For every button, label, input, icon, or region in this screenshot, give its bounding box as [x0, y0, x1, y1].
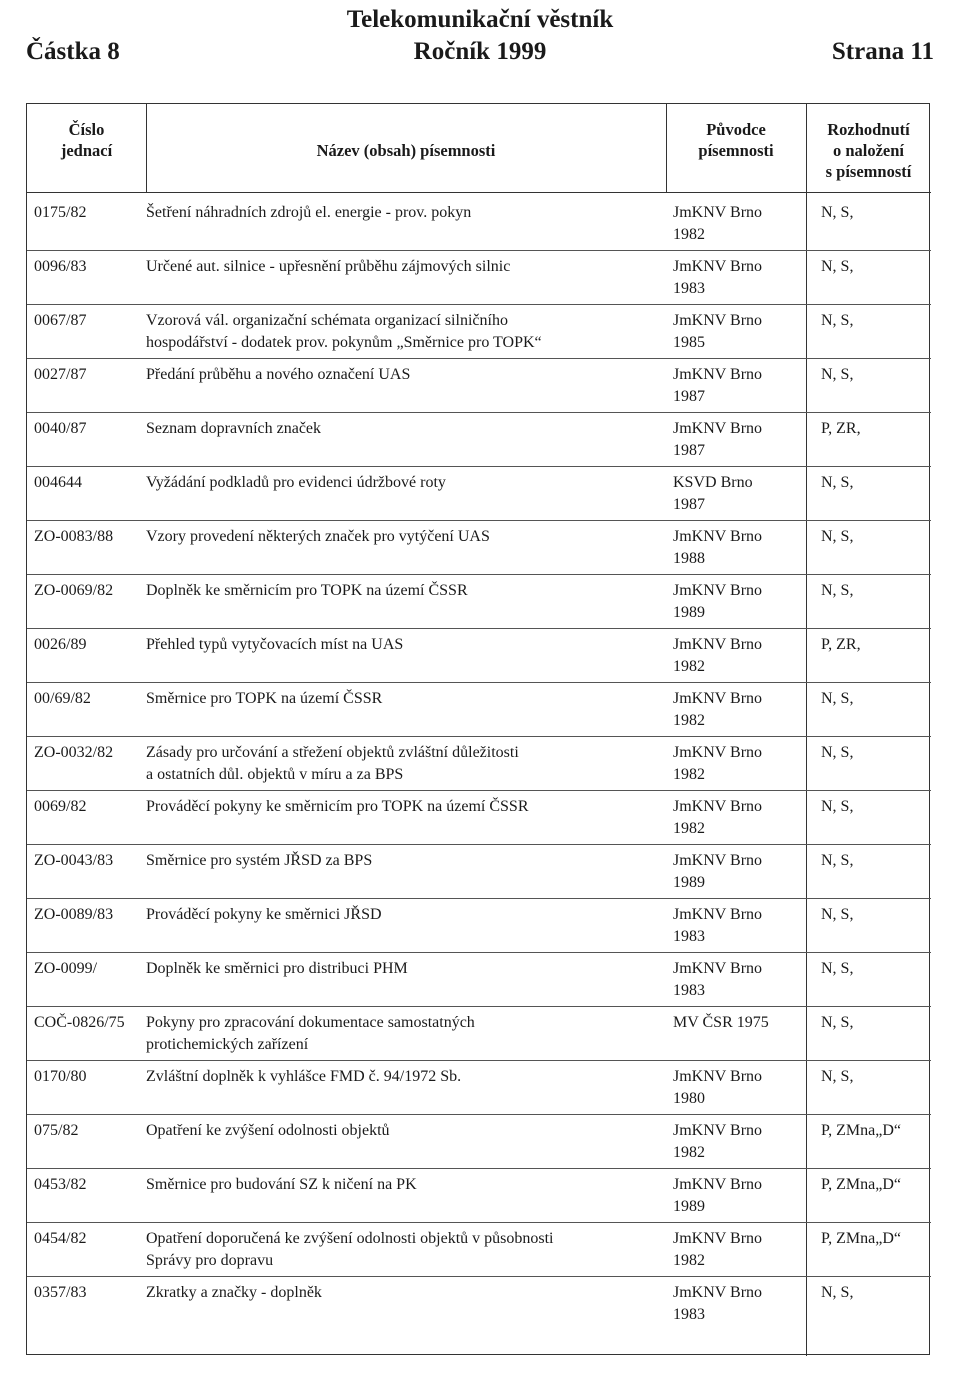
record-originator: [673, 418, 788, 462]
record-decision: N, S,: [821, 366, 854, 383]
originator-name: JmKNV Brno: [673, 366, 763, 383]
row-divider: [27, 520, 931, 521]
record-originator: [673, 634, 788, 678]
table-row: [27, 742, 931, 796]
record-decision: N, S,: [821, 798, 854, 815]
row-divider: [27, 1168, 931, 1169]
originator-name: JmKNV Brno: [673, 1230, 763, 1247]
record-decision: N, S,: [821, 1068, 854, 1085]
column-divider: [146, 104, 147, 193]
record-title-line: Správy pro dopravu: [146, 1252, 274, 1269]
table-row: [27, 310, 931, 364]
record-originator: [673, 1228, 788, 1272]
record-title: [146, 1228, 666, 1272]
row-divider: [27, 736, 931, 737]
record-title-line: Zkratky a značky - doplněk: [146, 1284, 322, 1301]
column-header-originator: Původce písemnosti: [666, 104, 806, 193]
record-number: 0040/87: [34, 420, 87, 437]
originator-year: 1982: [673, 1252, 705, 1269]
table-row: [27, 1282, 931, 1336]
part-label: Částka 8: [26, 38, 120, 65]
record-title-line: Určené aut. silnice - upřesnění průběhu zájmových silnic: [146, 258, 511, 275]
originator-year: 1983: [673, 280, 705, 297]
row-divider: [27, 304, 931, 305]
record-title: [146, 310, 666, 354]
record-decision: N, S,: [821, 1014, 854, 1031]
column-divider: [666, 104, 667, 193]
record-title-line: Šetření náhradních zdrojů el. energie - prov. pokyn: [146, 204, 472, 221]
table-row: [27, 526, 931, 580]
record-title: [146, 688, 666, 710]
row-divider: [27, 1060, 931, 1061]
record-title-line: protichemických zařízení: [146, 1036, 309, 1053]
record-decision: P, ZMna„D“: [821, 1122, 901, 1139]
record-number: ZO-0083/88: [34, 528, 114, 545]
record-title-line: Doplněk ke směrnici pro distribuci PHM: [146, 960, 408, 977]
record-decision: N, S,: [821, 258, 854, 275]
row-divider: [27, 250, 931, 251]
record-number: 0170/80: [34, 1068, 87, 1085]
table-row: [27, 1066, 931, 1120]
record-decision: P, ZR,: [821, 636, 861, 653]
originator-name: KSVD Brno: [673, 474, 753, 491]
records-table: [26, 103, 930, 1355]
record-title-line: Směrnice pro budování SZ k ničení na PK: [146, 1176, 417, 1193]
originator-name: JmKNV Brno: [673, 258, 763, 275]
originator-year: 1987: [673, 442, 705, 459]
table-row: [27, 1120, 931, 1174]
record-title-line: Vzory provedení některých značek pro vytýčení UAS: [146, 528, 490, 545]
originator-year: 1982: [673, 226, 705, 243]
row-divider: [27, 412, 931, 413]
record-title-line: hospodářství - dodatek prov. pokynům „Směrnice pro TOPK“: [146, 334, 542, 351]
originator-year: 1982: [673, 658, 705, 675]
row-divider: [27, 1222, 931, 1223]
record-number: 0096/83: [34, 258, 87, 275]
record-originator: [673, 310, 788, 354]
record-originator: [673, 256, 788, 300]
record-title-line: Zvláštní doplněk k vyhlášce FMD č. 94/1972 Sb.: [146, 1068, 462, 1085]
page-title: Telekomunikační věstník: [346, 6, 614, 33]
row-divider: [27, 682, 931, 683]
record-title: [146, 364, 666, 386]
originator-name: JmKNV Brno: [673, 636, 763, 653]
record-title: [146, 1012, 666, 1056]
record-number: 00/69/82: [34, 690, 91, 707]
row-divider: [27, 574, 931, 575]
record-decision: N, S,: [821, 528, 854, 545]
record-title-line: Přehled typů vytyčovacích míst na UAS: [146, 636, 404, 653]
record-decision: N, S,: [821, 474, 854, 491]
row-divider: [27, 1114, 931, 1115]
record-originator: [673, 1174, 788, 1218]
record-title-line: Vzorová vál. organizační schémata organizací silničního: [146, 312, 508, 329]
record-originator: [673, 1120, 788, 1164]
record-originator: [673, 580, 788, 624]
originator-name: JmKNV Brno: [673, 420, 763, 437]
record-number: 075/82: [34, 1122, 79, 1139]
originator-year: 1989: [673, 604, 705, 621]
table-row: [27, 418, 931, 472]
originator-name: JmKNV Brno: [673, 204, 763, 221]
record-originator: [673, 688, 788, 732]
originator-year: 1987: [673, 496, 705, 513]
record-originator: [673, 850, 788, 894]
record-originator: [673, 1282, 788, 1326]
record-title: [146, 202, 666, 224]
record-title: [146, 958, 666, 980]
record-title: [146, 742, 666, 786]
column-header-number: Číslo jednací: [27, 104, 146, 193]
table-row: [27, 580, 931, 634]
record-title: [146, 1066, 666, 1088]
record-title-line: Směrnice pro TOPK na území ČSSR: [146, 690, 383, 707]
record-decision: N, S,: [821, 312, 854, 329]
row-divider: [27, 898, 931, 899]
record-title-line: Prováděcí pokyny ke směrnici JŘSD: [146, 906, 382, 923]
record-decision: N, S,: [821, 906, 854, 923]
page-header: [0, 38, 960, 70]
record-number: ZO-0043/83: [34, 852, 114, 869]
record-number: ZO-0069/82: [34, 582, 114, 599]
record-originator: [673, 958, 788, 1002]
table-row: [27, 364, 931, 418]
table-row: [27, 634, 931, 688]
record-number: 0453/82: [34, 1176, 87, 1193]
originator-name: JmKNV Brno: [673, 744, 763, 761]
record-originator: [673, 202, 788, 246]
record-title-line: Seznam dopravních značek: [146, 420, 322, 437]
record-title-line: Doplněk ke směrnicím pro TOPK na území ČSSR: [146, 582, 468, 599]
record-decision: N, S,: [821, 744, 854, 761]
record-originator: [673, 1066, 788, 1110]
record-number: 0069/82: [34, 798, 87, 815]
originator-name: JmKNV Brno: [673, 690, 763, 707]
row-divider: [27, 1276, 931, 1277]
table-row: [27, 688, 931, 742]
record-originator: [673, 364, 788, 408]
table-row: [27, 1228, 931, 1282]
record-number: 004644: [34, 474, 82, 491]
row-divider: [27, 466, 931, 467]
record-title: [146, 526, 666, 548]
record-decision: P, ZR,: [821, 420, 861, 437]
record-title: [146, 580, 666, 602]
originator-name: JmKNV Brno: [673, 906, 763, 923]
originator-year: 1989: [673, 1198, 705, 1215]
record-number: 0067/87: [34, 312, 87, 329]
originator-name: JmKNV Brno: [673, 312, 763, 329]
record-title: [146, 256, 666, 278]
originator-year: 1982: [673, 820, 705, 837]
originator-year: 1983: [673, 928, 705, 945]
record-number: 0026/89: [34, 636, 87, 653]
record-number: ZO-0032/82: [34, 744, 114, 761]
record-number: 0175/82: [34, 204, 87, 221]
originator-name: JmKNV Brno: [673, 1068, 763, 1085]
row-divider: [27, 358, 931, 359]
record-decision: N, S,: [821, 690, 854, 707]
record-originator: [673, 526, 788, 570]
record-title: [146, 1174, 666, 1196]
record-number: COČ-0826/75: [34, 1014, 125, 1031]
record-number: ZO-0099/: [34, 960, 98, 977]
record-originator: [673, 904, 788, 948]
record-title-line: Pokyny pro zpracování dokumentace samostatných: [146, 1014, 475, 1031]
record-decision: N, S,: [821, 852, 854, 869]
record-title: [146, 634, 666, 656]
record-title-line: a ostatních důl. objektů v míru a za BPS: [146, 766, 404, 783]
record-title-line: Vyžádání podkladů pro evidenci údržbové roty: [146, 474, 446, 491]
table-row: [27, 1174, 931, 1228]
record-title-line: Opatření doporučená ke zvýšení odolnosti objektů v působnosti: [146, 1230, 554, 1247]
record-decision: N, S,: [821, 960, 854, 977]
record-title: [146, 796, 666, 818]
originator-year: 1983: [673, 1306, 705, 1323]
originator-year: 1982: [673, 1144, 705, 1161]
originator-year: 1983: [673, 982, 705, 999]
record-title: [146, 850, 666, 872]
originator-year: 1987: [673, 388, 705, 405]
record-title: [146, 904, 666, 926]
originator-year: 1980: [673, 1090, 705, 1107]
page-number: Strana 11: [831, 38, 934, 65]
record-title: [146, 418, 666, 440]
table-row: [27, 472, 931, 526]
record-originator: [673, 742, 788, 786]
row-divider: [27, 628, 931, 629]
table-row: [27, 202, 931, 256]
record-decision: N, S,: [821, 1284, 854, 1301]
originator-year: 1988: [673, 550, 705, 567]
originator-name: JmKNV Brno: [673, 1176, 763, 1193]
record-title: [146, 1120, 666, 1142]
originator-year: 1982: [673, 712, 705, 729]
originator-year: 1989: [673, 874, 705, 891]
originator-year: 1985: [673, 334, 705, 351]
record-decision: P, ZMna„D“: [821, 1230, 901, 1247]
record-originator: [673, 1012, 788, 1034]
record-title-line: Prováděcí pokyny ke směrnicím pro TOPK na území ČSSR: [146, 798, 529, 815]
column-header-name: Název (obsah) písemnosti: [146, 104, 666, 193]
record-title-line: Směrnice pro systém JŘSD za BPS: [146, 852, 373, 869]
record-title-line: Opatření ke zvýšení odolnosti objektů: [146, 1122, 390, 1139]
column-header-decision: Rozhodnutí o naložení s písemností: [806, 104, 931, 193]
originator-name: JmKNV Brno: [673, 528, 763, 545]
originator-year: 1982: [673, 766, 705, 783]
table-row: [27, 904, 931, 958]
table-row: [27, 850, 931, 904]
record-number: 0357/83: [34, 1284, 87, 1301]
volume-label: Ročník 1999: [413, 38, 547, 65]
originator-name: JmKNV Brno: [673, 960, 763, 977]
record-title-line: Předání průběhu a nového označení UAS: [146, 366, 411, 383]
record-title: [146, 472, 666, 494]
table-row: [27, 1012, 931, 1066]
table-row: [27, 256, 931, 310]
row-divider: [27, 790, 931, 791]
record-title: [146, 1282, 666, 1304]
record-decision: N, S,: [821, 582, 854, 599]
record-number: ZO-0089/83: [34, 906, 114, 923]
originator-name: JmKNV Brno: [673, 798, 763, 815]
row-divider: [27, 952, 931, 953]
record-decision: N, S,: [821, 204, 854, 221]
record-originator: [673, 472, 788, 516]
originator-name: JmKNV Brno: [673, 1122, 763, 1139]
row-divider: [27, 844, 931, 845]
record-number: 0027/87: [34, 366, 87, 383]
table-row: [27, 958, 931, 1012]
record-originator: [673, 796, 788, 840]
row-divider: [27, 1006, 931, 1007]
originator-name: JmKNV Brno: [673, 852, 763, 869]
table-row: [27, 796, 931, 850]
originator-name: JmKNV Brno: [673, 1284, 763, 1301]
record-decision: P, ZMna„D“: [821, 1176, 901, 1193]
record-title-line: Zásady pro určování a střežení objektů zvláštní důležitosti: [146, 744, 519, 761]
record-number: 0454/82: [34, 1230, 87, 1247]
originator-name: JmKNV Brno: [673, 582, 763, 599]
originator-name: MV ČSR 1975: [673, 1014, 769, 1031]
